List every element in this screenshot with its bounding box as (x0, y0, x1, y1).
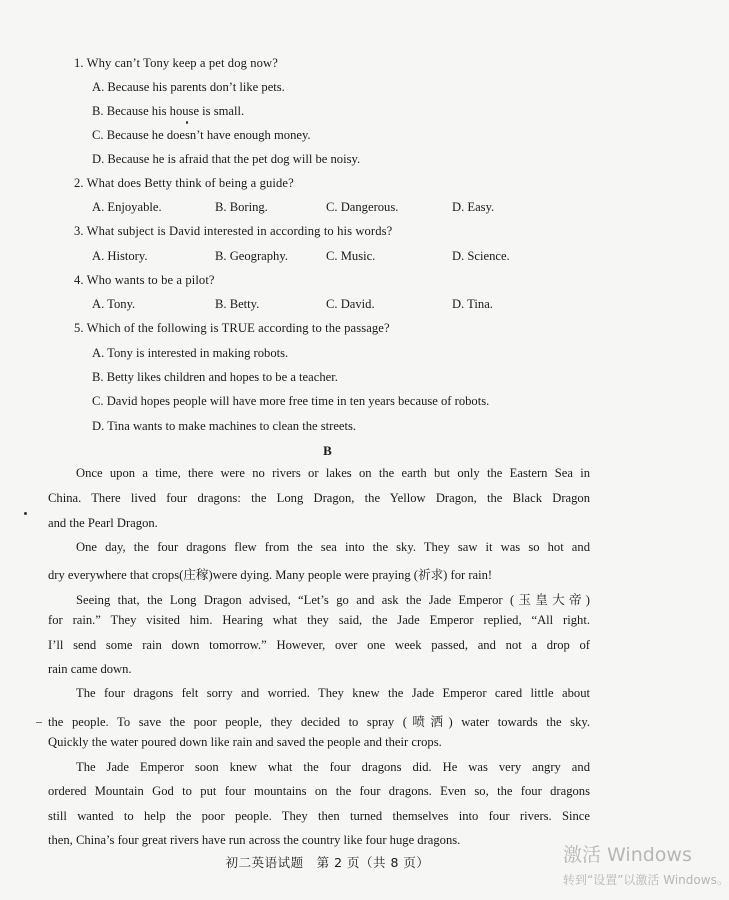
passage-line: rain came down. (48, 662, 132, 676)
scan-speck (186, 121, 188, 124)
question-3-option-c: C. Music. (326, 249, 376, 263)
question-2-option-b: B. Boring. (215, 200, 268, 214)
question-4-stem: 4. Who wants to be a pilot? (74, 273, 215, 287)
passage-line: China. There lived four dragons: the Long Dragon, the Yellow Dragon, the Black Dragon (48, 491, 590, 505)
watermark-subtitle: 转到“设置”以激活 Windows。 (563, 873, 729, 887)
question-3-option-b: B. Geography. (215, 249, 288, 263)
question-1-option-b: B. Because his house is small. (92, 104, 245, 118)
passage-line: The Jade Emperor soon knew what the four dragons did. He was very angry and (76, 760, 590, 774)
passage-line: Quickly the water poured down like rain and saved the people and their crops. (48, 735, 442, 749)
activation-watermark (563, 840, 729, 888)
question-4-option-c: C. David. (326, 297, 375, 311)
watermark-title: 激活 Windows (563, 844, 692, 866)
page-footer: 初二英语试题 第 2 页（共 8 页） (225, 855, 430, 870)
passage-line: still wanted to help the poor people. They then turned themselves into four rivers. Since (48, 809, 590, 823)
question-3-option-d: D. Science. (452, 249, 510, 263)
passage-line: ordered Mountain God to put four mountains on the four dragons. Even so, the four dragons (48, 784, 590, 798)
question-5-option-c: C. David hopes people will have more free time in ten years because of robots. (92, 394, 490, 408)
passage-line: for rain.” They visited him. Hearing what they said, the Jade Emperor replied, “All right. (48, 613, 590, 627)
passage-line: dry everywhere that crops(庄稼)were dying. Many people were praying (祈求) for rain! (48, 568, 493, 582)
passage-line: the people. To save the poor people, they decided to spray (喷洒) water towards the sky. (48, 715, 590, 729)
question-4-option-b: B. Betty. (215, 297, 260, 311)
question-1-option-d: D. Because he is afraid that the pet dog will be noisy. (92, 152, 361, 166)
passage-line: Seeing that, the Long Dragon advised, “Let’s go and ask the Jade Emperor (玉皇大帝) (76, 593, 590, 607)
question-1-option-c: C. Because he doesn’t have enough money. (92, 128, 311, 142)
question-4-option-d: D. Tina. (452, 297, 493, 311)
scan-speck (24, 512, 27, 515)
question-5-option-a: A. Tony is interested in making robots. (92, 346, 289, 360)
passage-line: I’ll send some rain down tomorrow.” However, over one week passed, and not a drop of (48, 638, 590, 652)
question-1-stem: 1. Why can’t Tony keep a pet dog now? (74, 56, 278, 70)
question-4-option-a: A. Tony. (92, 297, 136, 311)
question-5-option-d: D. Tina wants to make machines to clean the streets. (92, 419, 357, 433)
scan-speck (36, 722, 42, 723)
passage-line: and the Pearl Dragon. (48, 516, 158, 530)
passage-line: One day, the four dragons flew from the sea into the sky. They saw it was so hot and (76, 540, 590, 554)
question-3-stem: 3. What subject is David interested in according to his words? (74, 224, 393, 238)
passage-line: then, China’s four great rivers have run across the country like four huge dragons. (48, 833, 461, 847)
question-2-option-d: D. Easy. (452, 200, 495, 214)
question-5-option-b: B. Betty likes children and hopes to be a teacher. (92, 370, 338, 384)
question-2-option-c: C. Dangerous. (326, 200, 399, 214)
question-5-stem: 5. Which of the following is TRUE according to the passage? (74, 321, 390, 335)
question-3-option-a: A. History. (92, 249, 148, 263)
question-2-stem: 2. What does Betty think of being a guide? (74, 176, 294, 190)
section-b-heading: B (323, 443, 332, 458)
passage-line: The four dragons felt sorry and worried. They knew the Jade Emperor cared little about (76, 686, 590, 700)
question-1-option-a: A. Because his parents don’t like pets. (92, 80, 285, 94)
question-2-option-a: A. Enjoyable. (92, 200, 162, 214)
passage-line: Once upon a time, there were no rivers or lakes on the earth but only the Eastern Sea in (76, 466, 590, 480)
